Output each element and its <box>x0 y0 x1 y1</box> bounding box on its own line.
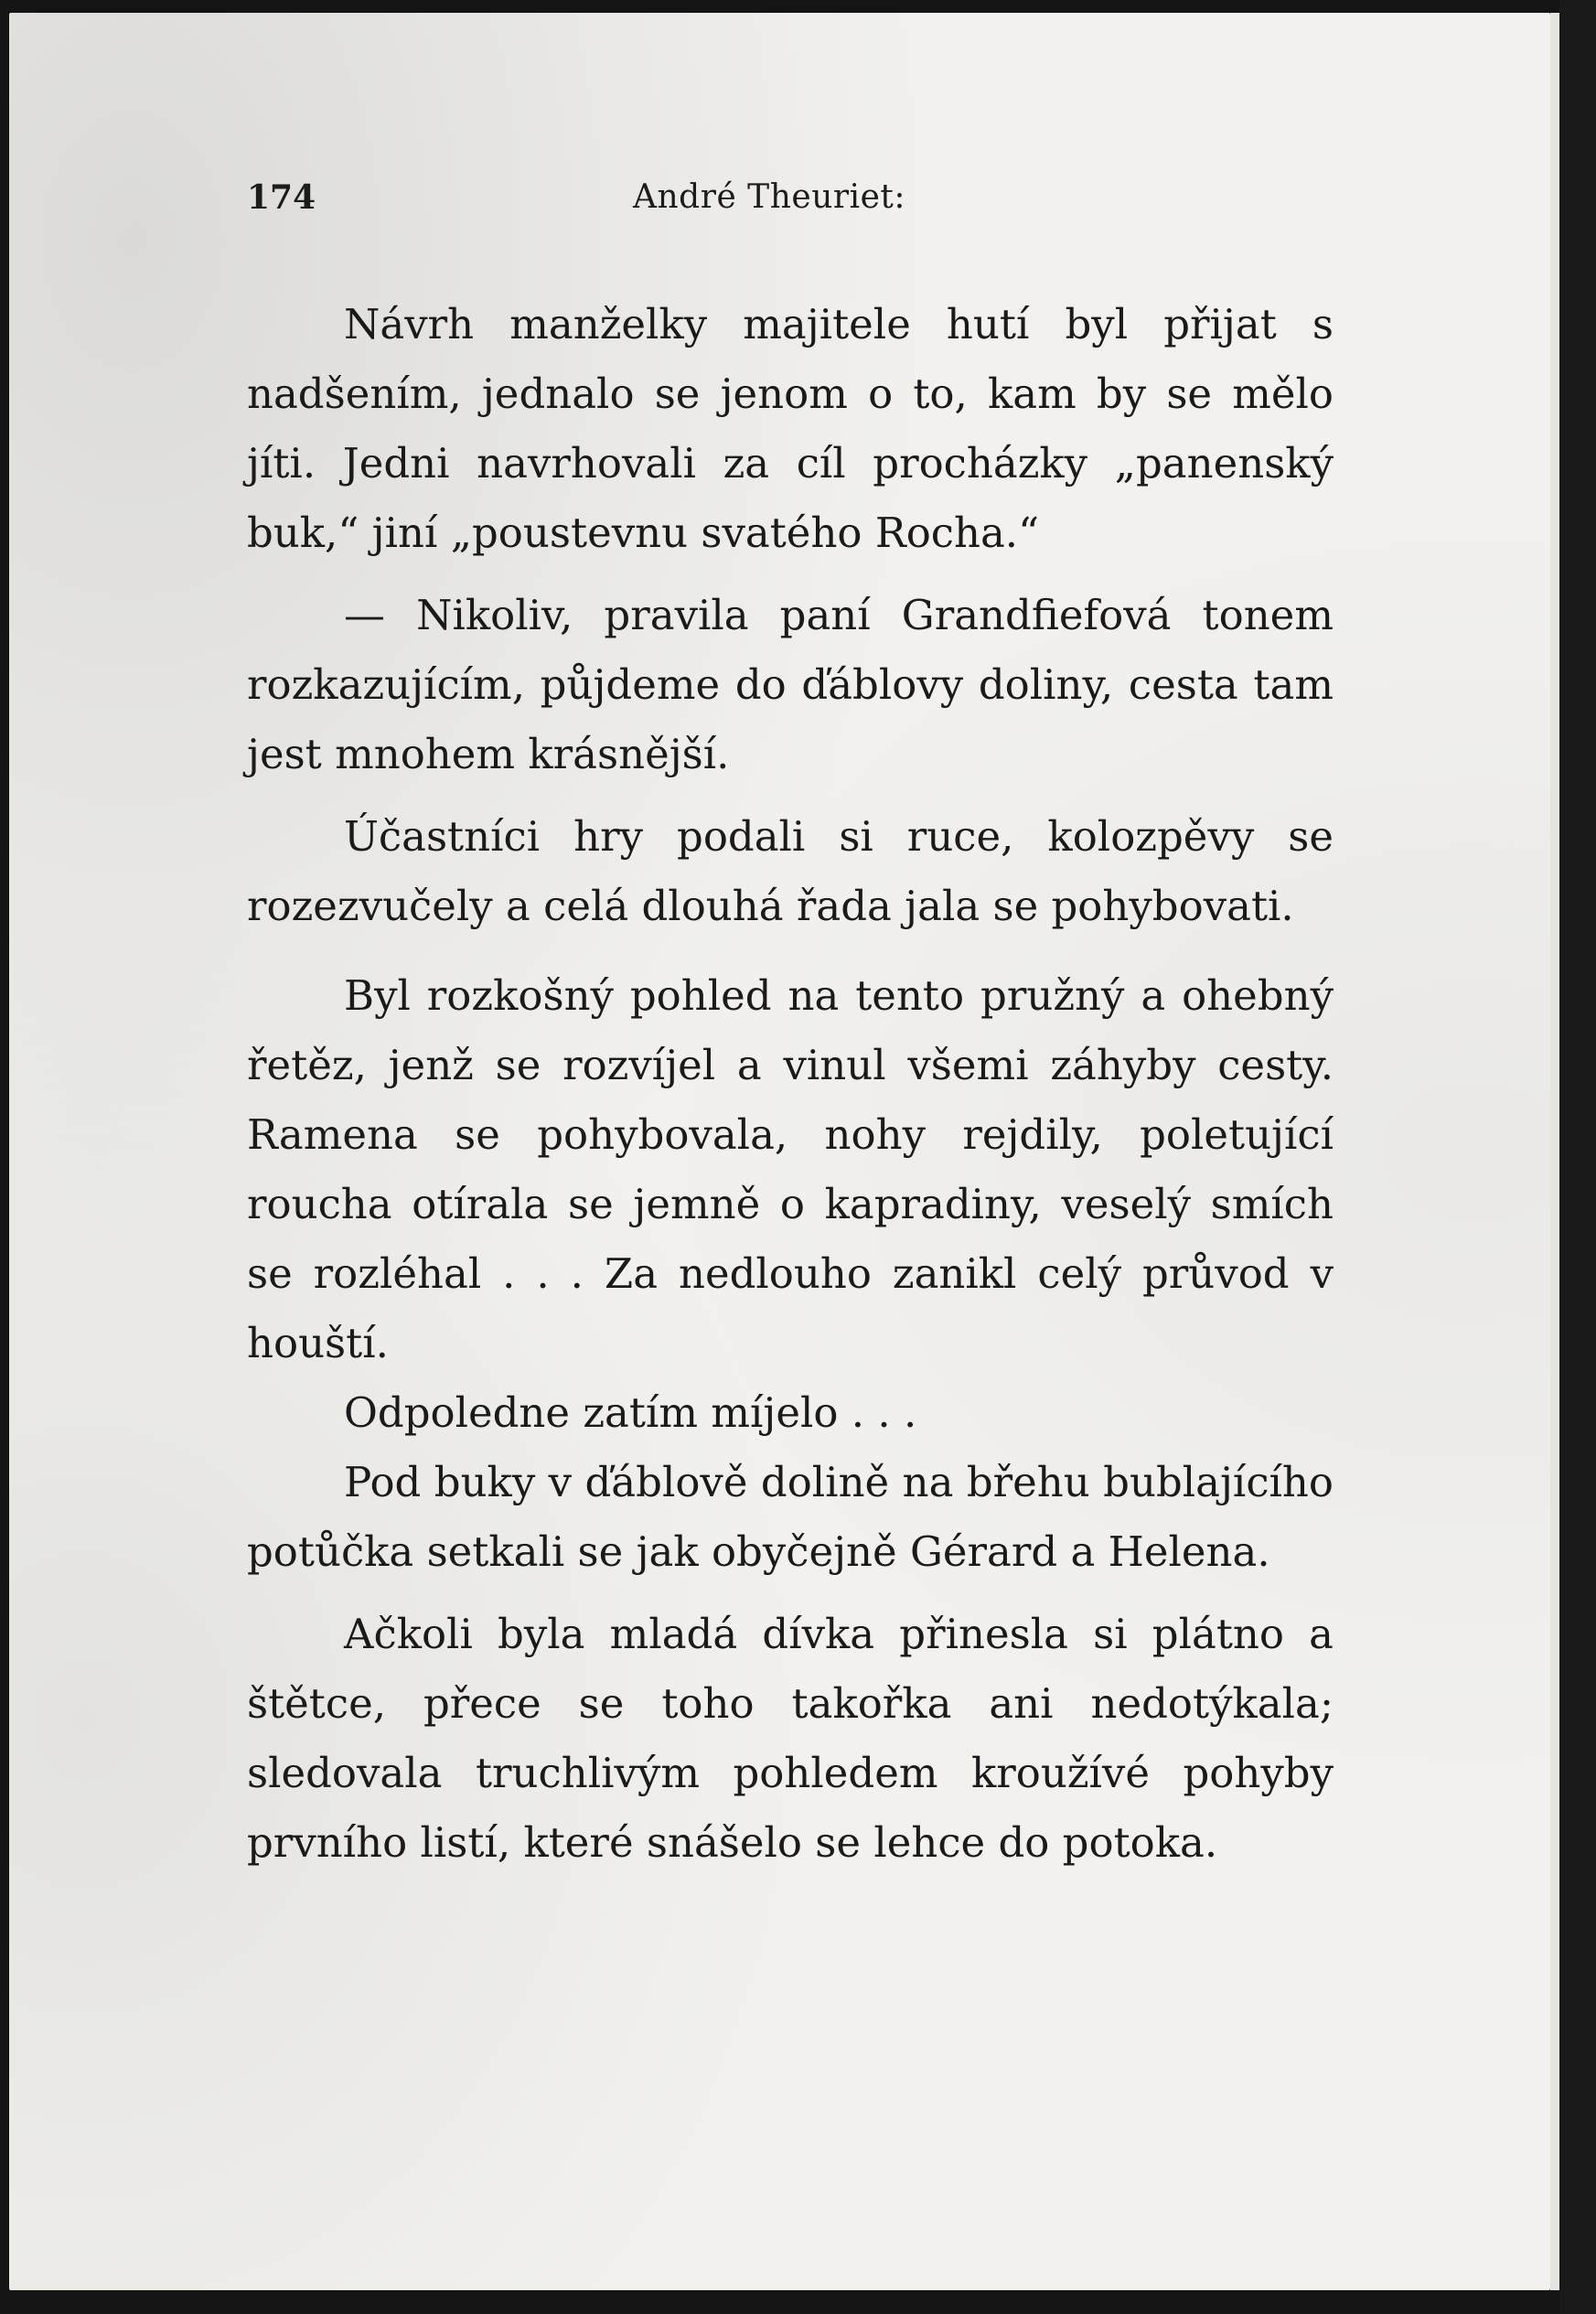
body-text <box>247 290 1334 1878</box>
running-head <box>247 178 1335 230</box>
book-binding <box>1559 0 1596 2314</box>
paragraph: Pod buky v ďáblově dolině na břehu bublajícího potůčka setkali se jak obyčejně Gérard a Helena. <box>247 1458 1334 1576</box>
paragraph: Účastníci hry podali si ruce, kolozpěvy se rozezvučely a celá dlouhá řada jala se pohybovati. <box>247 812 1334 930</box>
page-edge <box>1550 13 1559 2290</box>
paragraph: Návrh manželky majitele hutí byl přijat s nadšením, jednalo se jenom o to, kam by se mělo jíti. Jedni navrhovali za cíl procházky „panenský buk,“ jiní „poustevnu svatého Rocha.“ <box>247 300 1334 557</box>
paragraph: Odpoledne zatím míjelo . . . <box>344 1388 917 1437</box>
paragraph: Byl rozkošný pohled na tento pružný a ohebný řetěz, jenž se rozvíjel a vinul všemi záhyby cesty. Ramena se pohybovala, nohy rejdily, poletující roucha otírala se jemně o kapradiny, veselý smích se rozléhal . . . Za nedlouho zanikl celý průvod v houští. <box>247 971 1334 1367</box>
paragraph: Ačkoli byla mladá dívka přinesla si plátno a štětce, přece se toho takořka ani nedotýkala; sledovala truchlivým pohledem kroužívé pohyby prvního listí, které snášelo se lehce do potoka. <box>247 1610 1334 1867</box>
running-head-author: André Theuriet: <box>633 178 905 216</box>
paragraph: — Nikoliv, pravila paní Grandfiefová tonem rozkazujícím, půjdeme do ďáblovy doliny, cesta tam jest mnohem krásnější. <box>247 591 1334 778</box>
page-number: 174 <box>247 178 316 217</box>
